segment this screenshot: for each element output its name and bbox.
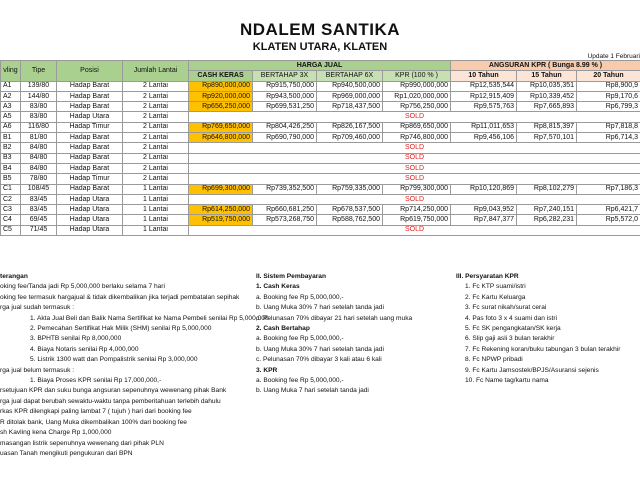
cell-posisi: Hadap Barat [57,81,123,91]
header-kavling: vling [1,61,21,82]
note-line: a. Booking fee Rp 5,000,000,- [256,335,344,343]
cell-bertahap-6x: Rp969,000,000 [317,91,383,101]
cell-kavling: A3 [1,102,21,112]
notes-persyaratan-kpr [456,272,640,386]
cell-cash-keras: Rp890,000,000 [189,81,253,91]
note-line: rga jual dapat berubah sewaktu-waktu tanpa pemberitahuan terlebih dahulu [0,397,221,405]
cell-tipe: 144/80 [21,91,57,101]
header-posisi: Posisi [57,61,123,82]
cell-tipe: 84/80 [21,143,57,153]
note-line: b. Uang Muka 7 hari setelah tanda jadi [256,387,369,395]
table-row [1,205,640,215]
cell-jumlah-lantai: 2 Lantai [123,122,189,132]
cell-jumlah-lantai: 1 Lantai [123,205,189,215]
price-table [0,60,640,236]
note-line: 4. Pas foto 3 x 4 suami dan istri [465,314,557,322]
note-line: rsetujuan KPR dan suku bunga angsuran sepenuhnya wewenang pihak Bank [0,387,227,395]
cell-posisi: Hadap Utara [57,194,123,204]
note-line: 9. Fc Kartu Jamsostek/BPJS/Asuransi sejenis [465,366,599,374]
cell-cash-keras: Rp646,800,000 [189,133,253,143]
cell-bertahap-3x: Rp660,681,250 [253,205,317,215]
cell-bertahap-3x: Rp804,426,250 [253,122,317,132]
cell-cash-keras: Rp699,300,000 [189,184,253,194]
note-line: a. Booking fee Rp 5,000,000,- [256,377,344,385]
cell-kavling: B5 [1,174,21,184]
notes-sistem-pembayaran [256,272,446,397]
note-line: 5. Fc SK pengangkatan/SK kerja [465,325,561,333]
note-line: terangan [0,273,28,280]
note-line: uasan Tanah mengikuti pengukuran dari BPN [0,449,133,457]
cell-20-tahun: Rp5,572,0 [577,215,640,225]
table-row [1,153,640,163]
cell-tipe: 116/80 [21,122,57,132]
cell-posisi: Hadap Barat [57,133,123,143]
cell-kavling: C5 [1,225,21,235]
cell-15-tahun: Rp10,339,452 [517,91,577,101]
note-line: 10. Fc Name tag/kartu nama [465,377,549,385]
cell-tipe: 108/45 [21,184,57,194]
table-row [1,81,640,91]
header-20-tahun: 20 Tahun [577,71,640,81]
note-line: 1. Akta Jual Beli dan Balik Nama Sertifikat ke Nama Pembeli senilai Rp 5,000,000 [30,314,269,322]
header-cash-keras: CASH KERAS [189,71,253,81]
cell-tipe: 83/45 [21,205,57,215]
cell-20-tahun: Rp6,421,7 [577,205,640,215]
cell-10-tahun: Rp9,456,106 [451,133,517,143]
cell-jumlah-lantai: 2 Lantai [123,133,189,143]
table-row [1,163,640,173]
note-line: 1. Biaya Proses KPR senilai Rp 17,000,000,- [30,377,162,385]
note-line: 6. Slip gaji asli 3 bulan terakhir [465,335,555,343]
cell-sold: SOLD [189,112,640,122]
update-date: Update 1 Februari [587,53,640,60]
cell-tipe: 69/45 [21,215,57,225]
cell-kavling: B1 [1,133,21,143]
note-line: 8. Fc NPWP pribadi [465,356,523,364]
note-line: 7. Fc Rekening koran/buku tabungan 3 bulan terakhir [465,345,621,353]
note-line: rga jual sudah termasuk : [0,304,75,312]
cell-kavling: C3 [1,205,21,215]
cell-15-tahun: Rp8,815,397 [517,122,577,132]
table-row [1,102,640,112]
cell-10-tahun: Rp12,535,544 [451,81,517,91]
cell-10-tahun: Rp12,915,409 [451,91,517,101]
cell-jumlah-lantai: 2 Lantai [123,143,189,153]
note-line: a. Booking fee Rp 5,000,000,- [256,293,344,301]
cell-kavling: B2 [1,143,21,153]
cell-10-tahun: Rp10,120,869 [451,184,517,194]
cell-tipe: 78/80 [21,174,57,184]
cell-15-tahun: Rp8,102,279 [517,184,577,194]
cell-posisi: Hadap Utara [57,112,123,122]
cell-jumlah-lantai: 1 Lantai [123,184,189,194]
cell-kavling: A1 [1,81,21,91]
table-row [1,122,640,132]
cell-kavling: C4 [1,215,21,225]
note-line: b. Uang Muka 30% 7 hari setelah tanda jadi [256,345,384,353]
note-line: oking fee termasuk hargajual & tidak dikembalikan jika terjadi pembatalan sepihak [0,293,240,301]
note-line: 3. Fc surat nikah/surat cerai [465,304,547,312]
header-angsuran: ANGSURAN KPR ( Bunga 8.99 % ) [451,61,640,71]
cell-bertahap-3x: Rp690,790,000 [253,133,317,143]
cell-bertahap-6x: Rp759,335,000 [317,184,383,194]
cell-jumlah-lantai: 2 Lantai [123,112,189,122]
note-line: 2. Cash Bertahap [256,325,310,333]
note-line: 1. Fc KTP suami/istri [465,283,526,291]
cell-bertahap-3x: Rp915,750,000 [253,81,317,91]
cell-cash-keras: Rp656,250,000 [189,102,253,112]
cell-posisi: Hadap Barat [57,184,123,194]
cell-kpr: Rp619,750,000 [383,215,451,225]
cell-kpr: Rp756,250,000 [383,102,451,112]
cell-posisi: Hadap Utara [57,225,123,235]
cell-posisi: Hadap Utara [57,215,123,225]
note-line: 3. KPR [256,366,278,374]
cell-tipe: 84/80 [21,153,57,163]
cell-tipe: 84/80 [21,163,57,173]
note-line: 4. Biaya Notaris senilai Rp 4,000,000 [30,345,139,353]
cell-posisi: Hadap Barat [57,91,123,101]
cell-jumlah-lantai: 1 Lantai [123,225,189,235]
cell-bertahap-6x: Rp678,537,500 [317,205,383,215]
cell-jumlah-lantai: 2 Lantai [123,91,189,101]
table-row [1,215,640,225]
cell-20-tahun: Rp7,818,8 [577,122,640,132]
table-row [1,112,640,122]
cell-cash-keras: Rp769,650,000 [189,122,253,132]
cell-kpr: Rp990,000,000 [383,81,451,91]
cell-kpr: Rp799,300,000 [383,184,451,194]
note-line: III. Persyaratan KPR [456,273,519,280]
cell-posisi: Hadap Timur [57,174,123,184]
header-jumlah-lantai: Jumlah Lantai [123,61,189,82]
cell-jumlah-lantai: 2 Lantai [123,153,189,163]
cell-kavling: A2 [1,91,21,101]
cell-bertahap-6x: Rp940,500,000 [317,81,383,91]
header-10-tahun: 10 Tahun [451,71,517,81]
cell-bertahap-3x: Rp699,531,250 [253,102,317,112]
cell-kavling: B3 [1,153,21,163]
cell-cash-keras: Rp519,750,000 [189,215,253,225]
cell-bertahap-6x: Rp588,762,500 [317,215,383,225]
cell-jumlah-lantai: 2 Lantai [123,163,189,173]
cell-tipe: 83/80 [21,112,57,122]
note-line: oking fee/Tanda jadi Rp 5,000,000 berlaku selama 7 hari [0,283,165,291]
cell-kavling: A6 [1,122,21,132]
cell-10-tahun: Rp11,011,653 [451,122,517,132]
header-bertahap-6x: BERTAHAP 6X [317,71,383,81]
cell-sold: SOLD [189,194,640,204]
cell-15-tahun: Rp6,282,231 [517,215,577,225]
note-line: 1. Cash Keras [256,283,300,291]
cell-tipe: 81/80 [21,133,57,143]
cell-bertahap-3x: Rp573,268,750 [253,215,317,225]
note-line: c. Pelunasan 70% dibayar 3 kali atau 6 kali [256,356,382,364]
note-line: 2. Fc Kartu Keluarga [465,293,526,301]
page-title: NDALEM SANTIKA [240,20,400,39]
cell-bertahap-6x: Rp718,437,500 [317,102,383,112]
cell-sold: SOLD [189,174,640,184]
cell-jumlah-lantai: 1 Lantai [123,194,189,204]
cell-20-tahun: Rp6,799,3 [577,102,640,112]
cell-sold: SOLD [189,143,640,153]
cell-10-tahun: Rp9,575,763 [451,102,517,112]
page-subtitle: KLATEN UTARA, KLATEN [252,41,388,53]
cell-20-tahun: Rp8,900,9 [577,81,640,91]
header-tipe: Tipe [21,61,57,82]
cell-kpr: Rp869,650,000 [383,122,451,132]
table-row [1,194,640,204]
note-line: masangan listrik sepenuhnya wewenang dari pihak PLN [0,439,164,447]
note-line: 2. Pemecahan Sertifikat Hak Milik (SHM) senilai Rp 5,000,000 [30,325,212,333]
header-15-tahun: 15 Tahun [517,71,577,81]
cell-posisi: Hadap Barat [57,163,123,173]
cell-tipe: 83/45 [21,194,57,204]
cell-bertahap-3x: Rp943,500,000 [253,91,317,101]
cell-cash-keras: Rp614,250,000 [189,205,253,215]
cell-sold: SOLD [189,153,640,163]
note-line: c. Pelunasan 70% dibayar 21 hari setelah uang muka [256,314,413,322]
cell-posisi: Hadap Barat [57,153,123,163]
cell-tipe: 139/80 [21,81,57,91]
cell-kpr: Rp714,250,000 [383,205,451,215]
cell-bertahap-3x: Rp739,352,500 [253,184,317,194]
cell-kavling: C2 [1,194,21,204]
cell-posisi: Hadap Barat [57,143,123,153]
cell-tipe: 71/45 [21,225,57,235]
cell-15-tahun: Rp7,570,101 [517,133,577,143]
cell-jumlah-lantai: 2 Lantai [123,81,189,91]
cell-kpr: Rp746,800,000 [383,133,451,143]
header-bertahap-3x: BERTAHAP 3X [253,71,317,81]
cell-sold: SOLD [189,163,640,173]
table-row [1,225,640,235]
cell-jumlah-lantai: 1 Lantai [123,215,189,225]
header-kpr: KPR (100 % ) [383,71,451,81]
note-line: II. Sistem Pembayaran [256,273,327,280]
note-line: sh Kavling kena Charge Rp 1,000,000 [0,429,112,437]
cell-bertahap-6x: Rp826,167,500 [317,122,383,132]
note-line: rkas KPR dilengkapi paling lambat 7 ( tujuh ) hari dari booking fee [0,408,192,416]
cell-15-tahun: Rp10,035,351 [517,81,577,91]
note-line: 3. BPHTB senilai Rp 8,000,000 [30,335,122,343]
cell-posisi: Hadap Barat [57,102,123,112]
table-row [1,91,640,101]
cell-kpr: Rp1,020,000,000 [383,91,451,101]
cell-jumlah-lantai: 2 Lantai [123,174,189,184]
cell-15-tahun: Rp7,240,151 [517,205,577,215]
cell-kavling: B4 [1,163,21,173]
cell-tipe: 83/80 [21,102,57,112]
cell-posisi: Hadap Timur [57,122,123,132]
cell-10-tahun: Rp9,043,952 [451,205,517,215]
cell-20-tahun: Rp9,170,6 [577,91,640,101]
cell-jumlah-lantai: 2 Lantai [123,102,189,112]
cell-sold: SOLD [189,225,640,235]
table-row [1,133,640,143]
cell-20-tahun: Rp7,186,3 [577,184,640,194]
cell-10-tahun: Rp7,847,377 [451,215,517,225]
cell-kavling: A5 [1,112,21,122]
cell-cash-keras: Rp920,000,000 [189,91,253,101]
table-row [1,143,640,153]
cell-20-tahun: Rp6,714,3 [577,133,640,143]
cell-15-tahun: Rp7,665,893 [517,102,577,112]
note-line: rga jual belum termasuk : [0,366,75,374]
table-row [1,174,640,184]
cell-posisi: Hadap Utara [57,205,123,215]
note-line: R ditolak bank, Uang Muka dikembalikan 100% dari booking fee [0,418,187,426]
cell-kavling: C1 [1,184,21,194]
note-line: 5. Listrik 1300 watt dan Pompalistrik senilai Rp 3,000,000 [30,356,198,364]
note-line: b. Uang Muka 30% 7 hari setelah tanda jadi [256,304,384,312]
cell-bertahap-6x: Rp709,460,000 [317,133,383,143]
header-harga-jual: HARGA JUAL [189,61,451,71]
table-row [1,184,640,194]
